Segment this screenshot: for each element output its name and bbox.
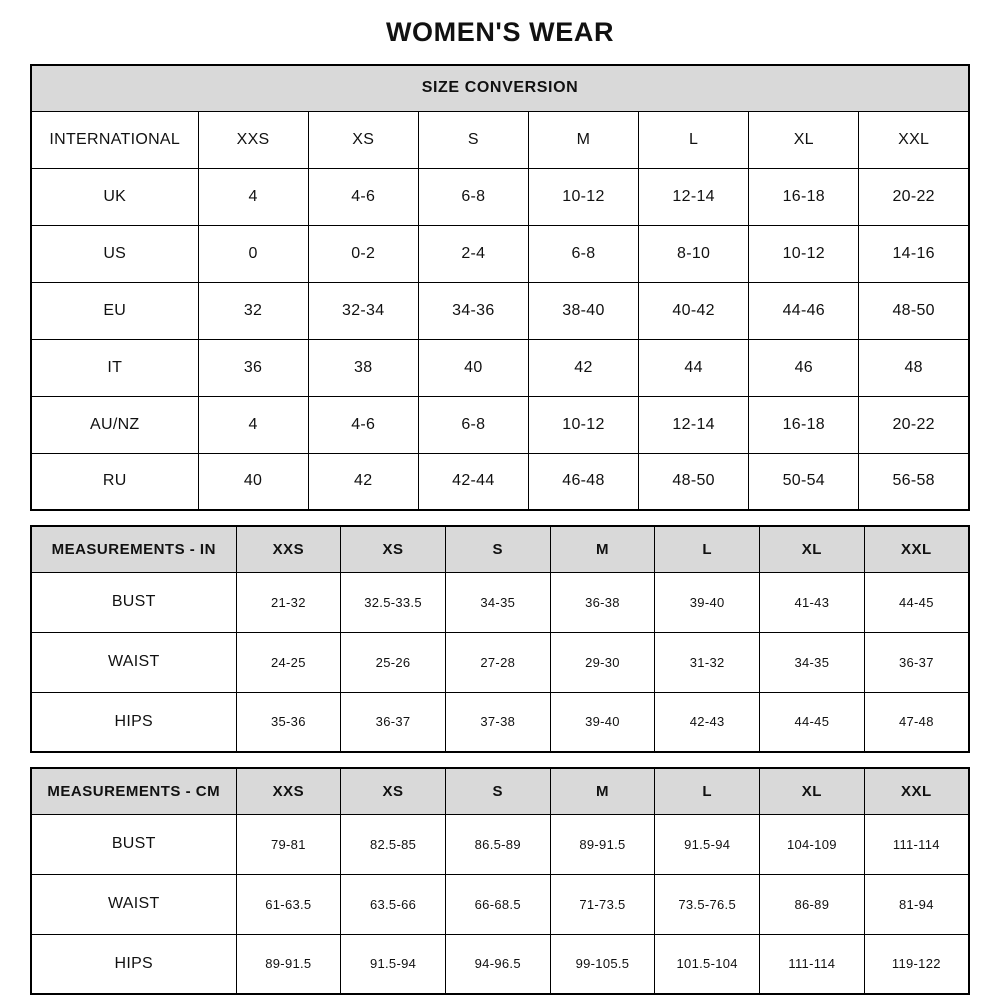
value-cell: 111-114 xyxy=(760,934,865,994)
value-cell: 32-34 xyxy=(308,282,418,339)
value-cell: 20-22 xyxy=(859,168,969,225)
value-cell: 46-48 xyxy=(528,453,638,510)
size-header-cell: M xyxy=(550,768,655,814)
value-cell: 10-12 xyxy=(749,225,859,282)
value-cell: 46 xyxy=(749,339,859,396)
measurements-in-table xyxy=(30,525,970,753)
value-cell: 42 xyxy=(528,339,638,396)
measurements-cm-body xyxy=(31,814,969,994)
value-cell: 48-50 xyxy=(639,453,749,510)
size-conversion-body xyxy=(31,65,969,510)
value-cell: 6-8 xyxy=(418,396,528,453)
table-row xyxy=(31,168,969,225)
value-cell: 34-36 xyxy=(418,282,528,339)
value-cell: 0 xyxy=(198,225,308,282)
table-title-cell: MEASUREMENTS - CM xyxy=(31,768,236,814)
row-label-cell: EU xyxy=(31,282,198,339)
value-cell: 119-122 xyxy=(864,934,969,994)
row-label-cell: HIPS xyxy=(31,692,236,752)
value-cell: 40-42 xyxy=(639,282,749,339)
row-label-cell: IT xyxy=(31,339,198,396)
value-cell: 36 xyxy=(198,339,308,396)
measurements-in-header-row xyxy=(31,526,969,572)
value-cell: 27-28 xyxy=(445,632,550,692)
size-header-cell: XXS xyxy=(236,768,341,814)
row-label-cell: WAIST xyxy=(31,632,236,692)
value-cell: 6-8 xyxy=(418,168,528,225)
value-cell: 4-6 xyxy=(308,396,418,453)
table-row xyxy=(31,934,969,994)
value-cell: 20-22 xyxy=(859,396,969,453)
table-row xyxy=(31,396,969,453)
table-row xyxy=(31,282,969,339)
value-cell: 91.5-94 xyxy=(341,934,446,994)
value-cell: 47-48 xyxy=(864,692,969,752)
value-cell: 79-81 xyxy=(236,814,341,874)
value-cell: 2-4 xyxy=(418,225,528,282)
value-cell: 41-43 xyxy=(760,572,865,632)
table-row xyxy=(31,111,969,168)
value-cell: XXS xyxy=(198,111,308,168)
value-cell: 42-44 xyxy=(418,453,528,510)
value-cell: 31-32 xyxy=(655,632,760,692)
value-cell: 21-32 xyxy=(236,572,341,632)
table-row xyxy=(31,692,969,752)
size-conversion-title: SIZE CONVERSION xyxy=(31,65,969,111)
row-label-cell: US xyxy=(31,225,198,282)
row-label-cell: BUST xyxy=(31,572,236,632)
value-cell: 63.5-66 xyxy=(341,874,446,934)
table-row xyxy=(31,814,969,874)
value-cell: 86.5-89 xyxy=(445,814,550,874)
value-cell: XL xyxy=(749,111,859,168)
value-cell: 82.5-85 xyxy=(341,814,446,874)
measurements-cm-header-row xyxy=(31,768,969,814)
value-cell: 81-94 xyxy=(864,874,969,934)
value-cell: XXL xyxy=(859,111,969,168)
value-cell: 36-37 xyxy=(864,632,969,692)
value-cell: 40 xyxy=(198,453,308,510)
value-cell: 38-40 xyxy=(528,282,638,339)
table-row xyxy=(31,572,969,632)
size-header-cell: XL xyxy=(760,526,865,572)
page-title: WOMEN'S WEAR xyxy=(385,17,615,47)
value-cell: 37-38 xyxy=(445,692,550,752)
row-label-cell: AU/NZ xyxy=(31,396,198,453)
value-cell: 91.5-94 xyxy=(655,814,760,874)
value-cell: 29-30 xyxy=(550,632,655,692)
value-cell: 66-68.5 xyxy=(445,874,550,934)
value-cell: 12-14 xyxy=(639,168,749,225)
size-header-cell: XS xyxy=(341,768,446,814)
value-cell: 39-40 xyxy=(655,572,760,632)
table-row xyxy=(31,632,969,692)
value-cell: 16-18 xyxy=(749,396,859,453)
value-cell: 24-25 xyxy=(236,632,341,692)
value-cell: L xyxy=(639,111,749,168)
value-cell: 4-6 xyxy=(308,168,418,225)
row-label-cell: BUST xyxy=(31,814,236,874)
value-cell: 48 xyxy=(859,339,969,396)
row-label-cell: INTERNATIONAL xyxy=(31,111,198,168)
value-cell: 38 xyxy=(308,339,418,396)
value-cell: 73.5-76.5 xyxy=(655,874,760,934)
value-cell: 44-46 xyxy=(749,282,859,339)
value-cell: 10-12 xyxy=(528,168,638,225)
value-cell: 44 xyxy=(639,339,749,396)
size-header-cell: XXS xyxy=(236,526,341,572)
measurements-cm-header xyxy=(31,768,969,814)
value-cell: 86-89 xyxy=(760,874,865,934)
size-conversion-table xyxy=(30,64,970,511)
value-cell: 40 xyxy=(418,339,528,396)
size-header-cell: M xyxy=(550,526,655,572)
measurements-in-body xyxy=(31,572,969,752)
value-cell: 42 xyxy=(308,453,418,510)
value-cell: 10-12 xyxy=(528,396,638,453)
value-cell: 36-37 xyxy=(341,692,446,752)
value-cell: 56-58 xyxy=(859,453,969,510)
value-cell: 89-91.5 xyxy=(550,814,655,874)
value-cell: M xyxy=(528,111,638,168)
size-header-cell: XXL xyxy=(864,526,969,572)
row-label-cell: HIPS xyxy=(31,934,236,994)
value-cell: 44-45 xyxy=(864,572,969,632)
table-row xyxy=(31,453,969,510)
value-cell: 104-109 xyxy=(760,814,865,874)
size-conversion-title-row xyxy=(31,65,969,111)
value-cell: 61-63.5 xyxy=(236,874,341,934)
measurements-cm-table xyxy=(30,767,970,995)
value-cell: 44-45 xyxy=(760,692,865,752)
size-header-cell: L xyxy=(655,526,760,572)
row-label-cell: UK xyxy=(31,168,198,225)
value-cell: 25-26 xyxy=(341,632,446,692)
value-cell: S xyxy=(418,111,528,168)
size-header-cell: S xyxy=(445,768,550,814)
value-cell: XS xyxy=(308,111,418,168)
size-header-cell: XS xyxy=(341,526,446,572)
size-header-cell: XXL xyxy=(864,768,969,814)
value-cell: 12-14 xyxy=(639,396,749,453)
value-cell: 32 xyxy=(198,282,308,339)
value-cell: 99-105.5 xyxy=(550,934,655,994)
value-cell: 111-114 xyxy=(864,814,969,874)
value-cell: 89-91.5 xyxy=(236,934,341,994)
value-cell: 39-40 xyxy=(550,692,655,752)
value-cell: 101.5-104 xyxy=(655,934,760,994)
value-cell: 16-18 xyxy=(749,168,859,225)
value-cell: 94-96.5 xyxy=(445,934,550,994)
table-row xyxy=(31,339,969,396)
value-cell: 50-54 xyxy=(749,453,859,510)
value-cell: 14-16 xyxy=(859,225,969,282)
size-header-cell: S xyxy=(445,526,550,572)
size-header-cell: XL xyxy=(760,768,865,814)
row-label-cell: RU xyxy=(31,453,198,510)
value-cell: 71-73.5 xyxy=(550,874,655,934)
value-cell: 34-35 xyxy=(445,572,550,632)
table-row xyxy=(31,225,969,282)
value-cell: 4 xyxy=(198,168,308,225)
size-header-cell: L xyxy=(655,768,760,814)
row-label-cell: WAIST xyxy=(31,874,236,934)
value-cell: 34-35 xyxy=(760,632,865,692)
value-cell: 32.5-33.5 xyxy=(341,572,446,632)
value-cell: 0-2 xyxy=(308,225,418,282)
table-title-cell: MEASUREMENTS - IN xyxy=(31,526,236,572)
value-cell: 48-50 xyxy=(859,282,969,339)
value-cell: 6-8 xyxy=(528,225,638,282)
value-cell: 36-38 xyxy=(550,572,655,632)
value-cell: 8-10 xyxy=(639,225,749,282)
value-cell: 42-43 xyxy=(655,692,760,752)
value-cell: 4 xyxy=(198,396,308,453)
value-cell: 35-36 xyxy=(236,692,341,752)
measurements-in-header xyxy=(31,526,969,572)
table-row xyxy=(31,874,969,934)
